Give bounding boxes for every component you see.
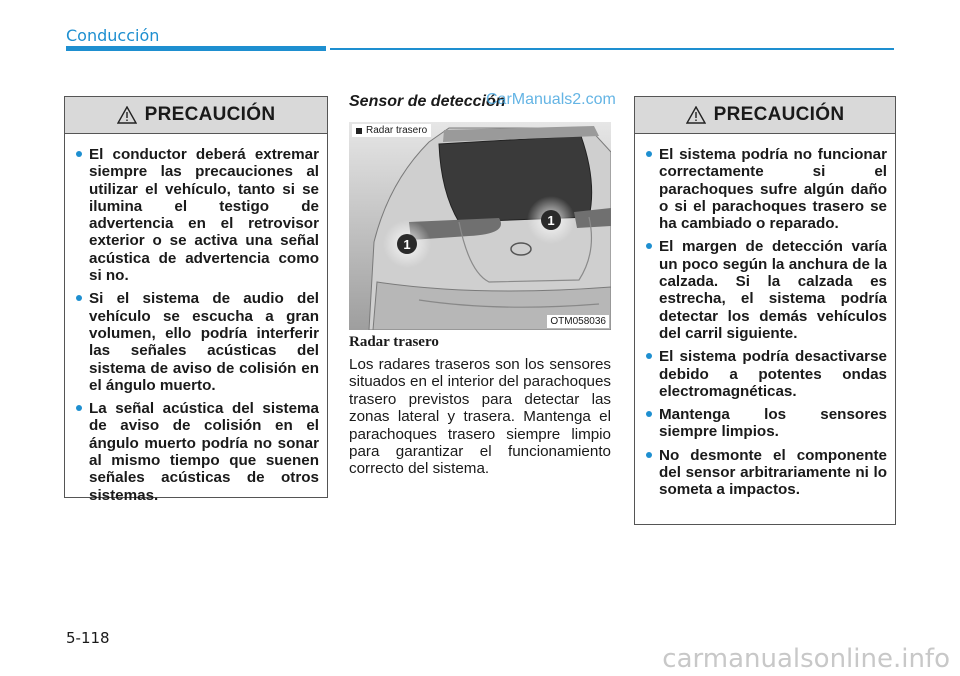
warning-triangle-icon	[117, 106, 137, 124]
caution-item: El margen de detección varía un poco según la anchura de la calzada. Si la calzada es estrecha, el sistema podría detectar los demás vehículos del carril siguiente.	[645, 238, 887, 342]
caution-item: No desmonte el componente del sensor arbitrariamente ni lo someta a impactos.	[645, 447, 887, 499]
subheading: Radar trasero	[349, 334, 439, 350]
caution-header	[635, 97, 895, 134]
figure-label	[352, 124, 431, 137]
footer-watermark: carmanualsonline.info	[662, 644, 950, 674]
header-rule-thick	[66, 46, 326, 51]
caution-list	[65, 134, 327, 518]
caution-item: Mantenga los sensores siempre limpios.	[645, 406, 887, 441]
caution-box-right	[634, 96, 896, 525]
header-rule-thin	[330, 48, 894, 50]
caution-item: La señal acústica del sistema de aviso de colisión en el ángulo muerto podría no sonar al mismo tiempo que suenen señales acústicas de otros sistemas.	[75, 400, 319, 504]
caution-item: Si el sistema de audio del vehículo se escucha a gran volumen, ello podría interferir las señales acústicas del sistema de aviso de colisión en el ángulo muerto.	[75, 290, 319, 394]
section-heading: Sensor de detección	[349, 93, 506, 110]
body-paragraph: Los radares traseros son los sensores situados en el interior del parachoques trasero previstos para detectar las zonas lateral y trasera. Mantenga el parachoques trasero siempre limpio para garantizar el funcionamiento correcto del sistema.	[349, 356, 611, 478]
page-number: 5-118	[66, 629, 110, 647]
caution-list	[635, 134, 895, 513]
caution-item: El sistema podría no funcionar correctamente si el parachoques sufre algún daño o si el parachoques trasero se ha cambiado o reparado.	[645, 146, 887, 232]
caution-header	[65, 97, 327, 134]
caution-title: PRECAUCIÓN	[713, 104, 845, 125]
watermark: CarManuals2.com	[486, 91, 616, 108]
warning-triangle-icon	[686, 106, 706, 124]
figure-code: OTM058036	[547, 315, 609, 328]
rear-radar-figure	[349, 122, 611, 330]
square-bullet-icon	[356, 128, 362, 134]
caution-box-left	[64, 96, 328, 504]
sensor-marker-text: 1	[547, 213, 555, 228]
car-rear-illustration	[349, 122, 611, 330]
caution-item: El sistema podría desactivarse debido a potentes ondas electromagnéticas.	[645, 348, 887, 400]
sensor-marker-text: 1	[403, 237, 411, 252]
figure-label-text: Radar trasero	[366, 125, 428, 136]
section-title: Conducción	[66, 26, 160, 45]
caution-item: El conductor deberá extremar siempre las precauciones al utilizar el vehículo, tanto si se ilumina el testigo de advertencia en el retrovisor exterior o se activa una señal acústica de advertencia como si no.	[75, 146, 319, 284]
caution-title: PRECAUCIÓN	[144, 104, 276, 125]
